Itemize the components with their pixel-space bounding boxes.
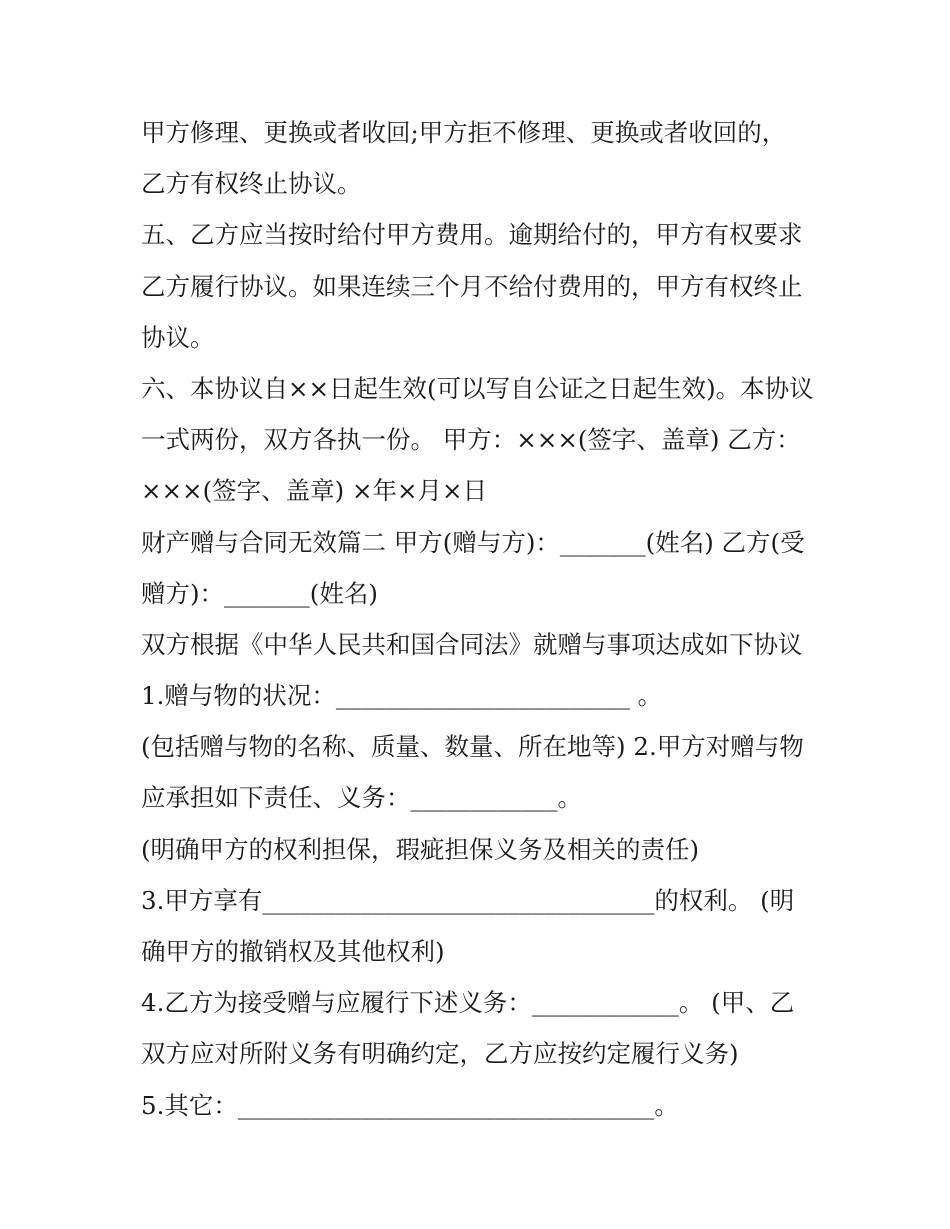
text-line: 1.赠与物的状况：________________________ 。 [141,681,663,711]
text-line: 3.甲方享有________________________________的权利。 (明 [141,885,795,915]
text-line: 双方根据《中华人民共和国合同法》就赠与事项达成如下协议 [141,629,803,659]
document-body [141,107,821,1131]
text-line: 协议。 [141,322,215,352]
text-line: (明确甲方的权利担保，瑕疵担保义务及相关的责任) [141,834,700,864]
text-line: 乙方有权终止协议。 [141,169,362,199]
text-line: 应承担如下责任、义务：____________。 [141,783,582,813]
text-line: 双方应对所附义务有明确约定，乙方应按约定履行义务) [141,1039,739,1069]
text-line: ×××(签字、盖章) ×年×月×日 [141,476,488,506]
text-line: 确甲方的撤销权及其他权利) [141,937,445,966]
text-line: 财产赠与合同无效篇二 甲方(赠与方)：_______(姓名) 乙方(受 [141,527,805,557]
text-line: (包括赠与物的名称、质量、数量、所在地等) 2.甲方对赠与物 [141,732,804,762]
text-line: 甲方修理、更换或者收回;甲方拒不修理、更换或者收回的， [141,118,787,147]
text-line: 乙方履行协议。如果连续三个月不给付费用的，甲方有权终止 [141,271,803,301]
text-line: 5.其它：__________________________________。 [141,1090,679,1120]
text-line: 六、本协议自××日起生效(可以写自公证之日起生效)。本协议 [141,373,814,403]
text-line: 一式两份，双方各执一份。 甲方：×××(签字、盖章) 乙方： [141,425,801,455]
text-line: 赠方)：_______(姓名) [141,578,378,608]
text-line: 4.乙方为接受赠与应履行下述义务：____________。 (甲、乙 [141,988,795,1018]
text-line: 五、乙方应当按时给付甲方费用。逾期给付的，甲方有权要求 [141,220,803,250]
